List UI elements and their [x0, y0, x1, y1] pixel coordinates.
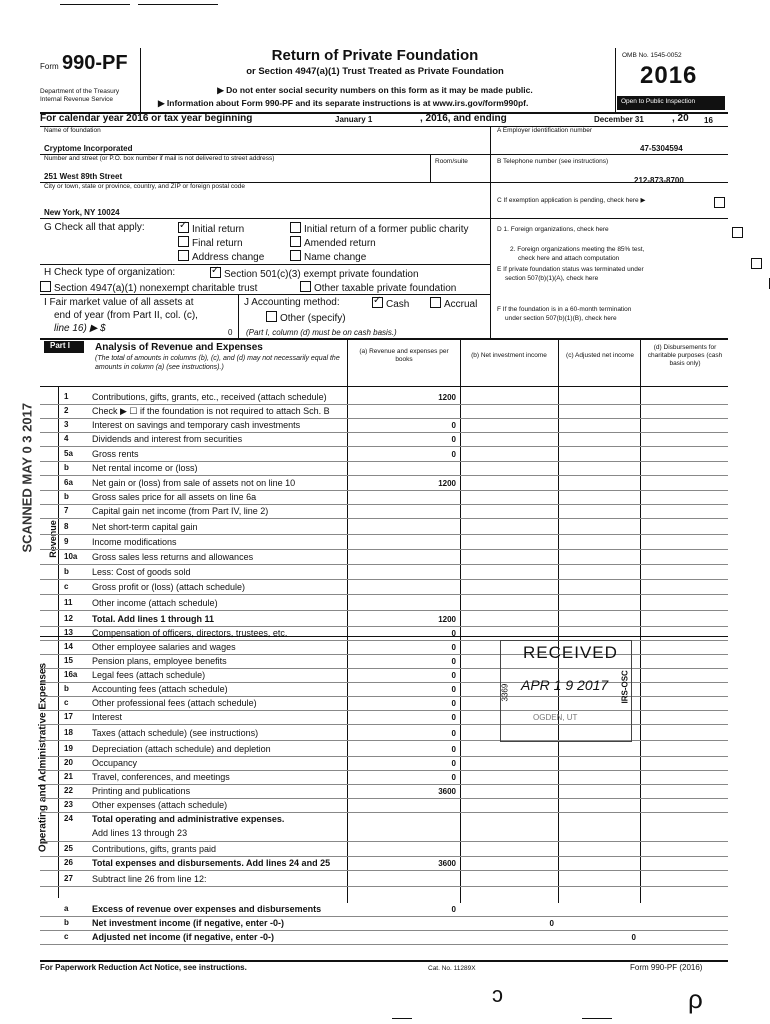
- line-description: Other expenses (attach schedule): [92, 800, 228, 810]
- line-description: Subtract line 26 from line 12:: [92, 874, 207, 884]
- line-number: 20: [64, 758, 73, 767]
- cell-col-a[interactable]: 0: [451, 729, 456, 738]
- form-number: 990-PF: [62, 52, 128, 74]
- line-number: 19: [64, 744, 73, 753]
- f-label-1: F If the foundation is in a 60-month termination: [497, 306, 632, 313]
- line-description: Interest: [92, 712, 123, 722]
- street-label: Number and street (or P.O. box number if mail is not delivered to street address): [44, 155, 275, 162]
- name-change-label: Name change: [304, 252, 367, 263]
- line-number: 14: [64, 642, 73, 651]
- received-stamp-date: APR 1 9 2017: [521, 677, 609, 693]
- line-number: b: [64, 492, 69, 501]
- cell-col-a[interactable]: 0: [451, 745, 456, 754]
- notice-ssn: ▶ Do not enter social security numbers on this form as it may be made public.: [217, 85, 533, 95]
- h-501c3-label: Section 501(c)(3) exempt private foundation: [224, 269, 419, 280]
- accrual-label: Accrual: [444, 299, 478, 310]
- line-description: Net gain or (loss) from sale of assets not on line 10: [92, 478, 296, 488]
- cell-col-a[interactable]: 0: [451, 699, 456, 708]
- cell-col-a[interactable]: 0: [451, 685, 456, 694]
- row-divider: [40, 626, 728, 627]
- cell-col-a[interactable]: 0: [451, 671, 456, 680]
- j-label: J Accounting method:: [244, 297, 340, 308]
- h-label: H Check type of organization:: [44, 267, 176, 278]
- cell-col-a[interactable]: 0: [451, 773, 456, 782]
- cell-col-a[interactable]: 3600: [438, 787, 456, 796]
- line-number: b: [64, 463, 69, 472]
- subtitle: or Section 4947(a)(1) Trust Treated as Private Foundation: [246, 66, 504, 77]
- amended-return-checkbox[interactable]: [290, 236, 301, 247]
- f-label-2: under section 507(b)(1)(B), check here: [505, 315, 617, 322]
- row-divider: [40, 564, 728, 565]
- e-label-2: section 507(b)(1)(A), check here: [505, 275, 599, 282]
- line-number: b: [64, 567, 69, 576]
- cell-col-a[interactable]: 0: [451, 657, 456, 666]
- scanned-stamp: SCANNED MAY 0 3 2017: [19, 402, 35, 553]
- line-description: Total. Add lines 1 through 11: [92, 614, 215, 624]
- row-divider: [40, 404, 728, 405]
- row-divider: [40, 579, 728, 580]
- line-number: 15: [64, 656, 73, 665]
- ein-label: A Employer identification number: [497, 127, 593, 134]
- address-change-checkbox[interactable]: [178, 250, 189, 261]
- i-label-2: end of year (from Part II, col. (c),: [54, 310, 198, 321]
- row-divider: [40, 886, 728, 887]
- calendar-label: For calendar year 2016 or tax year beginning: [40, 113, 253, 124]
- row-divider: [40, 432, 728, 433]
- line-description: Pension plans, employee benefits: [92, 656, 227, 666]
- line-description: Contributions, gifts, grants paid: [92, 844, 217, 854]
- cell-col-a[interactable]: 3600: [438, 859, 456, 868]
- row-divider: [40, 594, 728, 595]
- line-description: Gross rents: [92, 449, 139, 459]
- city-value: New York, NY 10024: [44, 208, 120, 217]
- line-number: 25: [64, 844, 73, 853]
- line-description: Adjusted net income (if negative, enter -0-): [92, 932, 275, 942]
- ein-value: 47-5304594: [640, 144, 683, 153]
- row-divider: [40, 534, 728, 535]
- line-number: 1: [64, 392, 69, 401]
- line-number: b: [64, 684, 69, 693]
- h-4947-label: Section 4947(a)(1) nonexempt charitable trust: [54, 283, 258, 294]
- line-number: 27: [64, 874, 73, 883]
- line-description: Total operating and administrative expenses.: [92, 814, 285, 824]
- h-4947-checkbox[interactable]: [40, 281, 51, 292]
- address-change-label: Address change: [192, 252, 265, 263]
- amended-return-label: Amended return: [304, 238, 376, 249]
- row-divider: [40, 916, 728, 917]
- line-description: Printing and publications: [92, 786, 191, 796]
- line-number: 8: [64, 522, 69, 531]
- final-return-label: Final return: [192, 238, 243, 249]
- cell-col-a[interactable]: 0: [451, 905, 456, 914]
- d2-label-b: check here and attach computation: [518, 255, 620, 262]
- line-description: Check ▶ ☐ if the foundation is not required to attach Sch. B: [92, 406, 330, 416]
- expenses-side-label: Operating and Administrative Expenses: [37, 662, 49, 853]
- initial-return-checkbox[interactable]: [178, 222, 189, 233]
- cell-col-a[interactable]: 0: [451, 629, 456, 638]
- room-label: Room/suite: [435, 158, 468, 165]
- final-return-checkbox[interactable]: [178, 236, 189, 247]
- h-other-checkbox[interactable]: [300, 281, 311, 292]
- dept-irs: Internal Revenue Service: [40, 96, 113, 103]
- line-number: 5a: [64, 449, 73, 458]
- line-number: 17: [64, 712, 73, 721]
- cash-label: Cash: [386, 299, 410, 310]
- line-number: 10a: [64, 552, 78, 561]
- row-divider: [40, 549, 728, 550]
- line-number: c: [64, 698, 69, 707]
- handwritten-mark-1: ɔ: [492, 982, 503, 1007]
- d2-checkbox[interactable]: [751, 258, 762, 269]
- col-c-header: (c) Adjusted net income: [566, 352, 634, 359]
- line-description: Depreciation (attach schedule) and depletion: [92, 744, 271, 754]
- line-number: c: [64, 932, 69, 941]
- line-description: Gross sales price for all assets on line 6a: [92, 492, 257, 502]
- form-label: Form: [40, 62, 59, 71]
- line-number: 2: [64, 406, 69, 415]
- line-description: Other professional fees (attach schedule): [92, 698, 257, 708]
- line-description: Other employee salaries and wages: [92, 642, 236, 652]
- calendar-end: December 31: [594, 115, 644, 124]
- notice-info: ▶ Information about Form 990-PF and its separate instructions is at www.irs.gov/form990pf.: [158, 98, 529, 108]
- stamp-side-right: IRS-OSC: [620, 670, 630, 704]
- accrual-checkbox[interactable]: [430, 297, 441, 308]
- i-label-3: line 16) ▶ $: [54, 323, 106, 334]
- e-label-1: E If private foundation status was terminated under: [497, 266, 644, 273]
- row-divider: [40, 610, 728, 611]
- line-number: 9: [64, 537, 69, 546]
- line-number: c: [64, 582, 69, 591]
- line-description-cont: Add lines 13 through 23: [92, 828, 188, 838]
- part1-badge: [44, 341, 84, 353]
- city-label: City or town, state or province, country, and ZIP or foreign postal code: [44, 183, 245, 190]
- line-description: Other income (attach schedule): [92, 598, 218, 608]
- cell-col-c[interactable]: 0: [631, 933, 636, 942]
- phone-label: B Telephone number (see instructions): [497, 158, 609, 165]
- cell-col-a[interactable]: 0: [451, 713, 456, 722]
- row-divider: [40, 770, 728, 771]
- line-number: 12: [64, 614, 73, 623]
- line-number: 11: [64, 598, 73, 607]
- initial-former-checkbox[interactable]: [290, 222, 301, 233]
- inspection-banner: [617, 96, 725, 110]
- part1-badge-text: Part I: [50, 341, 71, 350]
- handwritten-mark-2: ρ: [688, 984, 703, 1014]
- line-description: Travel, conferences, and meetings: [92, 772, 230, 782]
- h-501c3-checkbox[interactable]: [210, 267, 221, 278]
- line-description: Excess of revenue over expenses and disbursements: [92, 904, 322, 914]
- cell-col-a[interactable]: 0: [451, 450, 456, 459]
- line-description: Legal fees (attach schedule): [92, 670, 206, 680]
- line-description: Accounting fees (attach schedule): [92, 684, 228, 694]
- line-number: 13: [64, 628, 73, 637]
- line-number: 23: [64, 800, 73, 809]
- line-description: Gross profit or (loss) (attach schedule): [92, 582, 246, 592]
- footer-cat: Cat. No. 11289X: [428, 965, 476, 972]
- line-number: 18: [64, 728, 73, 737]
- exempt-pending-checkbox[interactable]: [714, 197, 725, 208]
- col-a-header: (a) Revenue and expenses per books: [359, 348, 449, 363]
- line-number: 21: [64, 772, 73, 781]
- row-divider: [40, 756, 728, 757]
- line-number: 22: [64, 786, 73, 795]
- name-label: Name of foundation: [44, 127, 101, 134]
- line-number: 4: [64, 434, 69, 443]
- row-divider: [40, 870, 728, 871]
- i-label-1: I Fair market value of all assets at: [44, 297, 194, 308]
- d1-label: D 1. Foreign organizations, check here: [497, 226, 609, 233]
- calendar-mid: , 2016, and ending: [420, 113, 507, 124]
- page-title: Return of Private Foundation: [271, 47, 479, 64]
- cell-col-a[interactable]: 0: [451, 759, 456, 768]
- line-description: Net investment income (if negative, enter -0-): [92, 918, 285, 928]
- cell-col-a[interactable]: 1200: [438, 479, 456, 488]
- row-divider: [40, 812, 728, 813]
- row-divider: [40, 856, 728, 857]
- cell-col-a[interactable]: 0: [451, 643, 456, 652]
- street-value: 251 West 89th Street: [44, 172, 123, 181]
- name-change-checkbox[interactable]: [290, 250, 301, 261]
- j-note: (Part I, column (d) must be on cash basis.): [246, 328, 397, 337]
- line-description: Taxes (attach schedule) (see instructions): [92, 728, 259, 738]
- omb-number: OMB No. 1545-0052: [622, 52, 682, 59]
- g-label: G Check all that apply:: [44, 222, 145, 233]
- received-stamp-city: OGDEN, UT: [533, 713, 578, 722]
- cell-col-a[interactable]: 1200: [438, 393, 456, 402]
- received-stamp-text: RECEIVED: [523, 643, 618, 662]
- line-description: Dividends and interest from securities: [92, 434, 243, 444]
- other-method-checkbox[interactable]: [266, 311, 277, 322]
- calendar-yr: 16: [704, 116, 713, 125]
- line-description: Interest on savings and temporary cash investments: [92, 420, 301, 430]
- line-description: Gross sales less returns and allowances: [92, 552, 254, 562]
- d2-label-a: 2. Foreign organizations meeting the 85% test,: [510, 246, 645, 253]
- row-divider: [40, 490, 728, 491]
- line-description: Contributions, gifts, grants, etc., received (attach schedule): [92, 392, 327, 402]
- part1-title: Analysis of Revenue and Expenses: [95, 342, 263, 353]
- fmv-value: 0: [228, 328, 233, 337]
- line-number: 24: [64, 814, 73, 823]
- row-divider: [40, 518, 728, 519]
- revenue-side-label: Revenue: [48, 520, 58, 558]
- row-divider: [40, 930, 728, 931]
- line-description: Total expenses and disbursements. Add lines 24 and 25: [92, 858, 331, 868]
- initial-former-label: Initial return of a former public charity: [304, 224, 469, 235]
- row-divider: [40, 475, 728, 476]
- tax-year: 2016: [640, 62, 698, 89]
- line-number: 16a: [64, 670, 78, 679]
- row-divider: [40, 841, 728, 842]
- cell-col-b[interactable]: 0: [549, 919, 554, 928]
- line-number: 3: [64, 420, 69, 429]
- stamp-side-left: 3369: [500, 683, 510, 702]
- row-divider: [40, 944, 728, 945]
- cell-col-a[interactable]: 0: [451, 435, 456, 444]
- footer-paperwork: For Paperwork Reduction Act Notice, see instructions.: [40, 963, 247, 972]
- line-description: Income modifications: [92, 537, 177, 547]
- line-description: Occupancy: [92, 758, 138, 768]
- cash-checkbox[interactable]: [372, 297, 383, 308]
- line-description: Less: Cost of goods sold: [92, 567, 191, 577]
- foundation-name: Cryptome Incorporated: [44, 144, 133, 153]
- inspection-text: Open to Public Inspection: [621, 98, 696, 105]
- line-number: b: [64, 918, 69, 927]
- other-method-label: Other (specify): [280, 313, 346, 324]
- line-number: 7: [64, 506, 69, 515]
- phone-value: 212-873-8700: [634, 176, 684, 185]
- cell-col-a[interactable]: 1200: [438, 615, 456, 624]
- line-number: 26: [64, 858, 73, 867]
- d1-checkbox[interactable]: [732, 227, 743, 238]
- calendar-yr-prefix: , 20: [672, 113, 689, 124]
- line-number: a: [64, 904, 69, 913]
- dept-treasury: Department of the Treasury: [40, 88, 120, 95]
- row-divider: [40, 798, 728, 799]
- exempt-pending: C If exemption application is pending, check here ▶: [497, 197, 646, 204]
- col-b-header: (b) Net investment income: [471, 352, 547, 359]
- line-number: 6a: [64, 478, 73, 487]
- col-d-header: (d) Disbursements for charitable purposes (cash basis only): [647, 344, 723, 367]
- row-divider: [40, 446, 728, 447]
- row-divider: [40, 461, 728, 462]
- h-other-label: Other taxable private foundation: [314, 283, 457, 294]
- initial-return-label: Initial return: [192, 224, 245, 235]
- row-divider: [40, 784, 728, 785]
- line-description: Capital gain net income (from Part IV, line 2): [92, 506, 269, 516]
- received-stamp: [500, 640, 632, 742]
- footer-form: Form 990-PF (2016): [630, 963, 703, 972]
- part1-title-note: (The total of amounts in columns (b), (c), and (d) may not necessarily equal the amounts in column (a) (see instructions).): [95, 355, 340, 371]
- row-divider: [40, 418, 728, 419]
- row-divider: [40, 504, 728, 505]
- line-description: Net short-term capital gain: [92, 522, 198, 532]
- line-description: Net rental income or (loss): [92, 463, 198, 473]
- cell-col-a[interactable]: 0: [451, 421, 456, 430]
- line-description: Compensation of officers, directors, trustees, etc.: [92, 628, 288, 638]
- calendar-begin: January 1: [335, 115, 373, 124]
